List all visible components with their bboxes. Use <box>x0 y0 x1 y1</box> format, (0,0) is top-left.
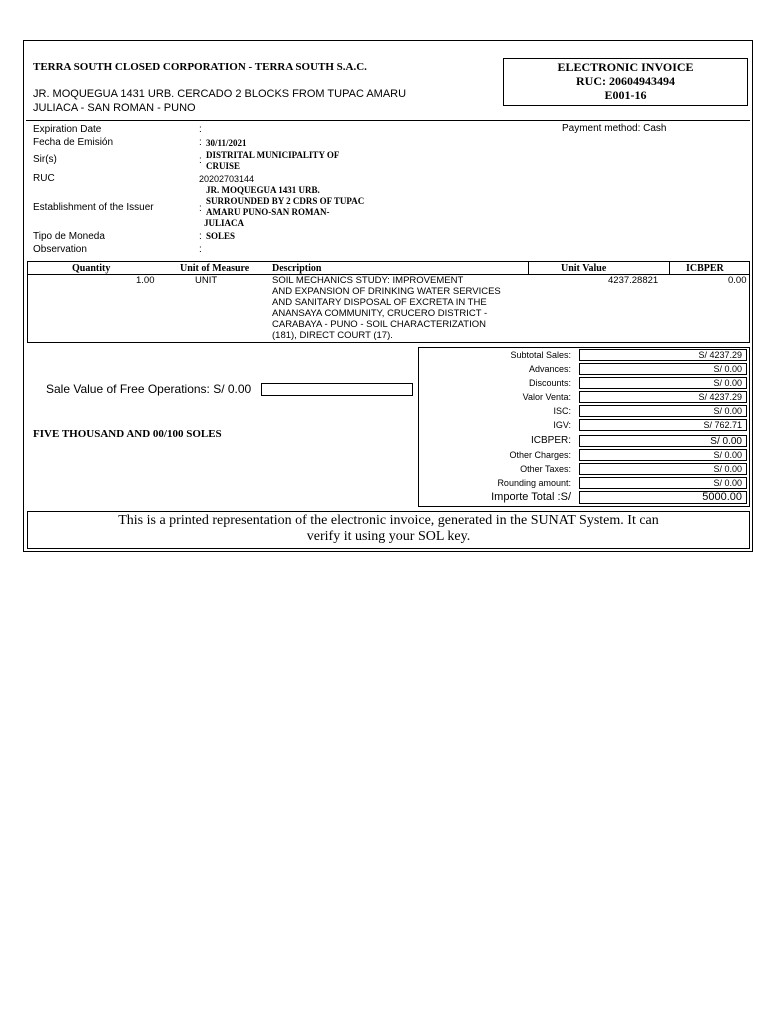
header-icbper: ICBPER <box>686 263 724 274</box>
totals-row-grand-total <box>419 491 751 504</box>
totals-row-isc <box>419 405 751 417</box>
currency-value: SOLES <box>206 231 236 241</box>
header-description: Description <box>272 263 322 274</box>
establishment-value-line3: AMARU PUNO-SAN ROMAN- <box>206 207 330 217</box>
totals-row-discounts <box>419 377 751 389</box>
establishment-value-line2: SURROUNDED BY 2 CDRS OF TUPAC <box>206 196 365 206</box>
row-icbper: 0.00 <box>728 275 747 286</box>
row-description <box>272 275 501 341</box>
establishment-value <box>206 185 364 229</box>
invoice-id-box <box>503 58 748 106</box>
isc-label: ISC: <box>553 406 571 416</box>
row-description-line: AND EXPANSION OF DRINKING WATER SERVICES <box>272 286 501 297</box>
totals-row-rounding <box>419 477 751 489</box>
issue-date-label: Fecha de Emisión <box>33 137 114 148</box>
rounding-value: S/ 0.00 <box>579 477 747 489</box>
establishment-value-line1: JR. MOQUEGUA 1431 URB. <box>206 185 320 195</box>
invoice-document <box>23 40 753 552</box>
header-divider-unit-value <box>528 262 529 274</box>
header-unit-value: Unit Value <box>561 263 607 274</box>
issuer-address-line2: JULIACA - SAN ROMAN - PUNO <box>33 102 196 114</box>
establishment-value-line4: JULIACA <box>204 218 245 228</box>
row-unit-value: 4237.28821 <box>608 275 659 286</box>
ruc-value: 20202703144 <box>199 174 255 184</box>
igv-value: S/ 762.71 <box>579 419 747 431</box>
totals-row-other-taxes <box>419 463 751 475</box>
invoice-ruc: RUC: 20604943494 <box>576 74 675 88</box>
subtotal-value: S/ 4237.29 <box>579 349 747 361</box>
observation-label: Observation <box>33 244 87 255</box>
sunat-note-line1: This is a printed representation of the electronic invoice, generated in the SUNAT System. It can <box>118 513 659 528</box>
valor-venta-value: S/ 4237.29 <box>579 391 747 403</box>
invoice-title: ELECTRONIC INVOICE <box>557 60 694 74</box>
row-unit: UNIT <box>195 275 218 286</box>
advances-value: S/ 0.00 <box>579 363 747 375</box>
discounts-label: Discounts: <box>528 378 571 388</box>
currency-colon: : <box>199 231 202 242</box>
icbper-total-label: ICBPER: <box>530 435 571 446</box>
totals-panel <box>418 347 750 507</box>
row-description-line: SOIL MECHANICS STUDY: IMPROVEMENT <box>272 275 464 286</box>
grand-total-value: 5000.00 <box>579 491 747 504</box>
free-operations-value: Sale Value of Free Operations: S/ 0.00 <box>46 382 252 396</box>
issue-date-colon: : <box>199 137 202 148</box>
isc-value: S/ 0.00 <box>579 405 747 417</box>
issue-date-value: 30/11/2021 <box>206 138 247 148</box>
expiration-label: Expiration Date <box>33 124 102 135</box>
totals-row-igv <box>419 419 751 431</box>
discounts-value: S/ 0.00 <box>579 377 747 389</box>
sirs-value-line1: DISTRITAL MUNICIPALITY OF <box>206 150 340 160</box>
igv-label: IGV: <box>553 420 571 430</box>
sirs-value-line2: CRUISE <box>206 161 241 171</box>
totals-row-advances <box>419 363 751 375</box>
rounding-label: Rounding amount: <box>497 478 571 488</box>
establishment-colon: : <box>199 203 202 214</box>
other-taxes-value: S/ 0.00 <box>579 463 747 475</box>
row-description-line: CARABAYA - PUNO - SOIL CHARACTERIZATION <box>272 319 486 330</box>
amount-in-words: FIVE THOUSAND AND 00/100 SOLES <box>33 428 222 440</box>
currency-label: Tipo de Moneda <box>33 231 105 242</box>
issuer-address-line1: JR. MOQUEGUA 1431 URB. CERCADO 2 BLOCKS FROM TUPAC AMARU <box>33 88 407 100</box>
grand-total-label: Importe Total :S/ <box>491 491 571 503</box>
totals-row-icbper <box>419 435 751 447</box>
ruc-label: RUC <box>33 173 55 184</box>
row-description-line: (181), DIRECT COURT (17). <box>272 330 393 341</box>
row-description-line: ANANSAYA COMMUNITY, CRUCERO DISTRICT - <box>272 308 488 319</box>
totals-row-other-charges <box>419 449 751 461</box>
sirs-colon: : <box>199 155 202 166</box>
advances-label: Advances: <box>528 364 571 374</box>
icbper-total-value: S/ 0.00 <box>579 435 747 447</box>
sunat-note-line2: verify it using your SOL key. <box>306 529 471 544</box>
row-quantity: 1.00 <box>136 275 155 286</box>
invoice-number: E001-16 <box>604 88 647 102</box>
issuer-address <box>33 87 406 115</box>
other-charges-value: S/ 0.00 <box>579 449 747 461</box>
header-divider <box>26 120 750 121</box>
items-table <box>27 261 750 343</box>
free-operations-box <box>261 383 413 396</box>
valor-venta-label: Valor Venta: <box>522 392 571 402</box>
header-divider-icbper <box>669 262 670 274</box>
sirs-label: Sir(s) <box>33 154 57 165</box>
subtotal-label: Subtotal Sales: <box>510 350 571 360</box>
totals-row-valor-venta <box>419 391 751 403</box>
issuer-name: TERRA SOUTH CLOSED CORPORATION - TERRA SOUTH S.A.C. <box>33 61 367 73</box>
payment-method: Payment method: Cash <box>562 123 667 134</box>
totals-row-subtotal <box>419 349 751 361</box>
row-description-line: AND SANITARY DISPOSAL OF EXCRETA IN THE <box>272 297 487 308</box>
sirs-value <box>206 150 339 172</box>
other-charges-label: Other Charges: <box>509 450 571 460</box>
observation-colon: : <box>199 244 202 255</box>
sunat-note <box>27 511 750 549</box>
header-quantity: Quantity <box>72 263 111 274</box>
other-taxes-label: Other Taxes: <box>520 464 571 474</box>
header-unit: Unit of Measure <box>180 263 250 274</box>
expiration-colon: : <box>199 124 202 135</box>
establishment-label: Establishment of the Issuer <box>33 202 154 213</box>
